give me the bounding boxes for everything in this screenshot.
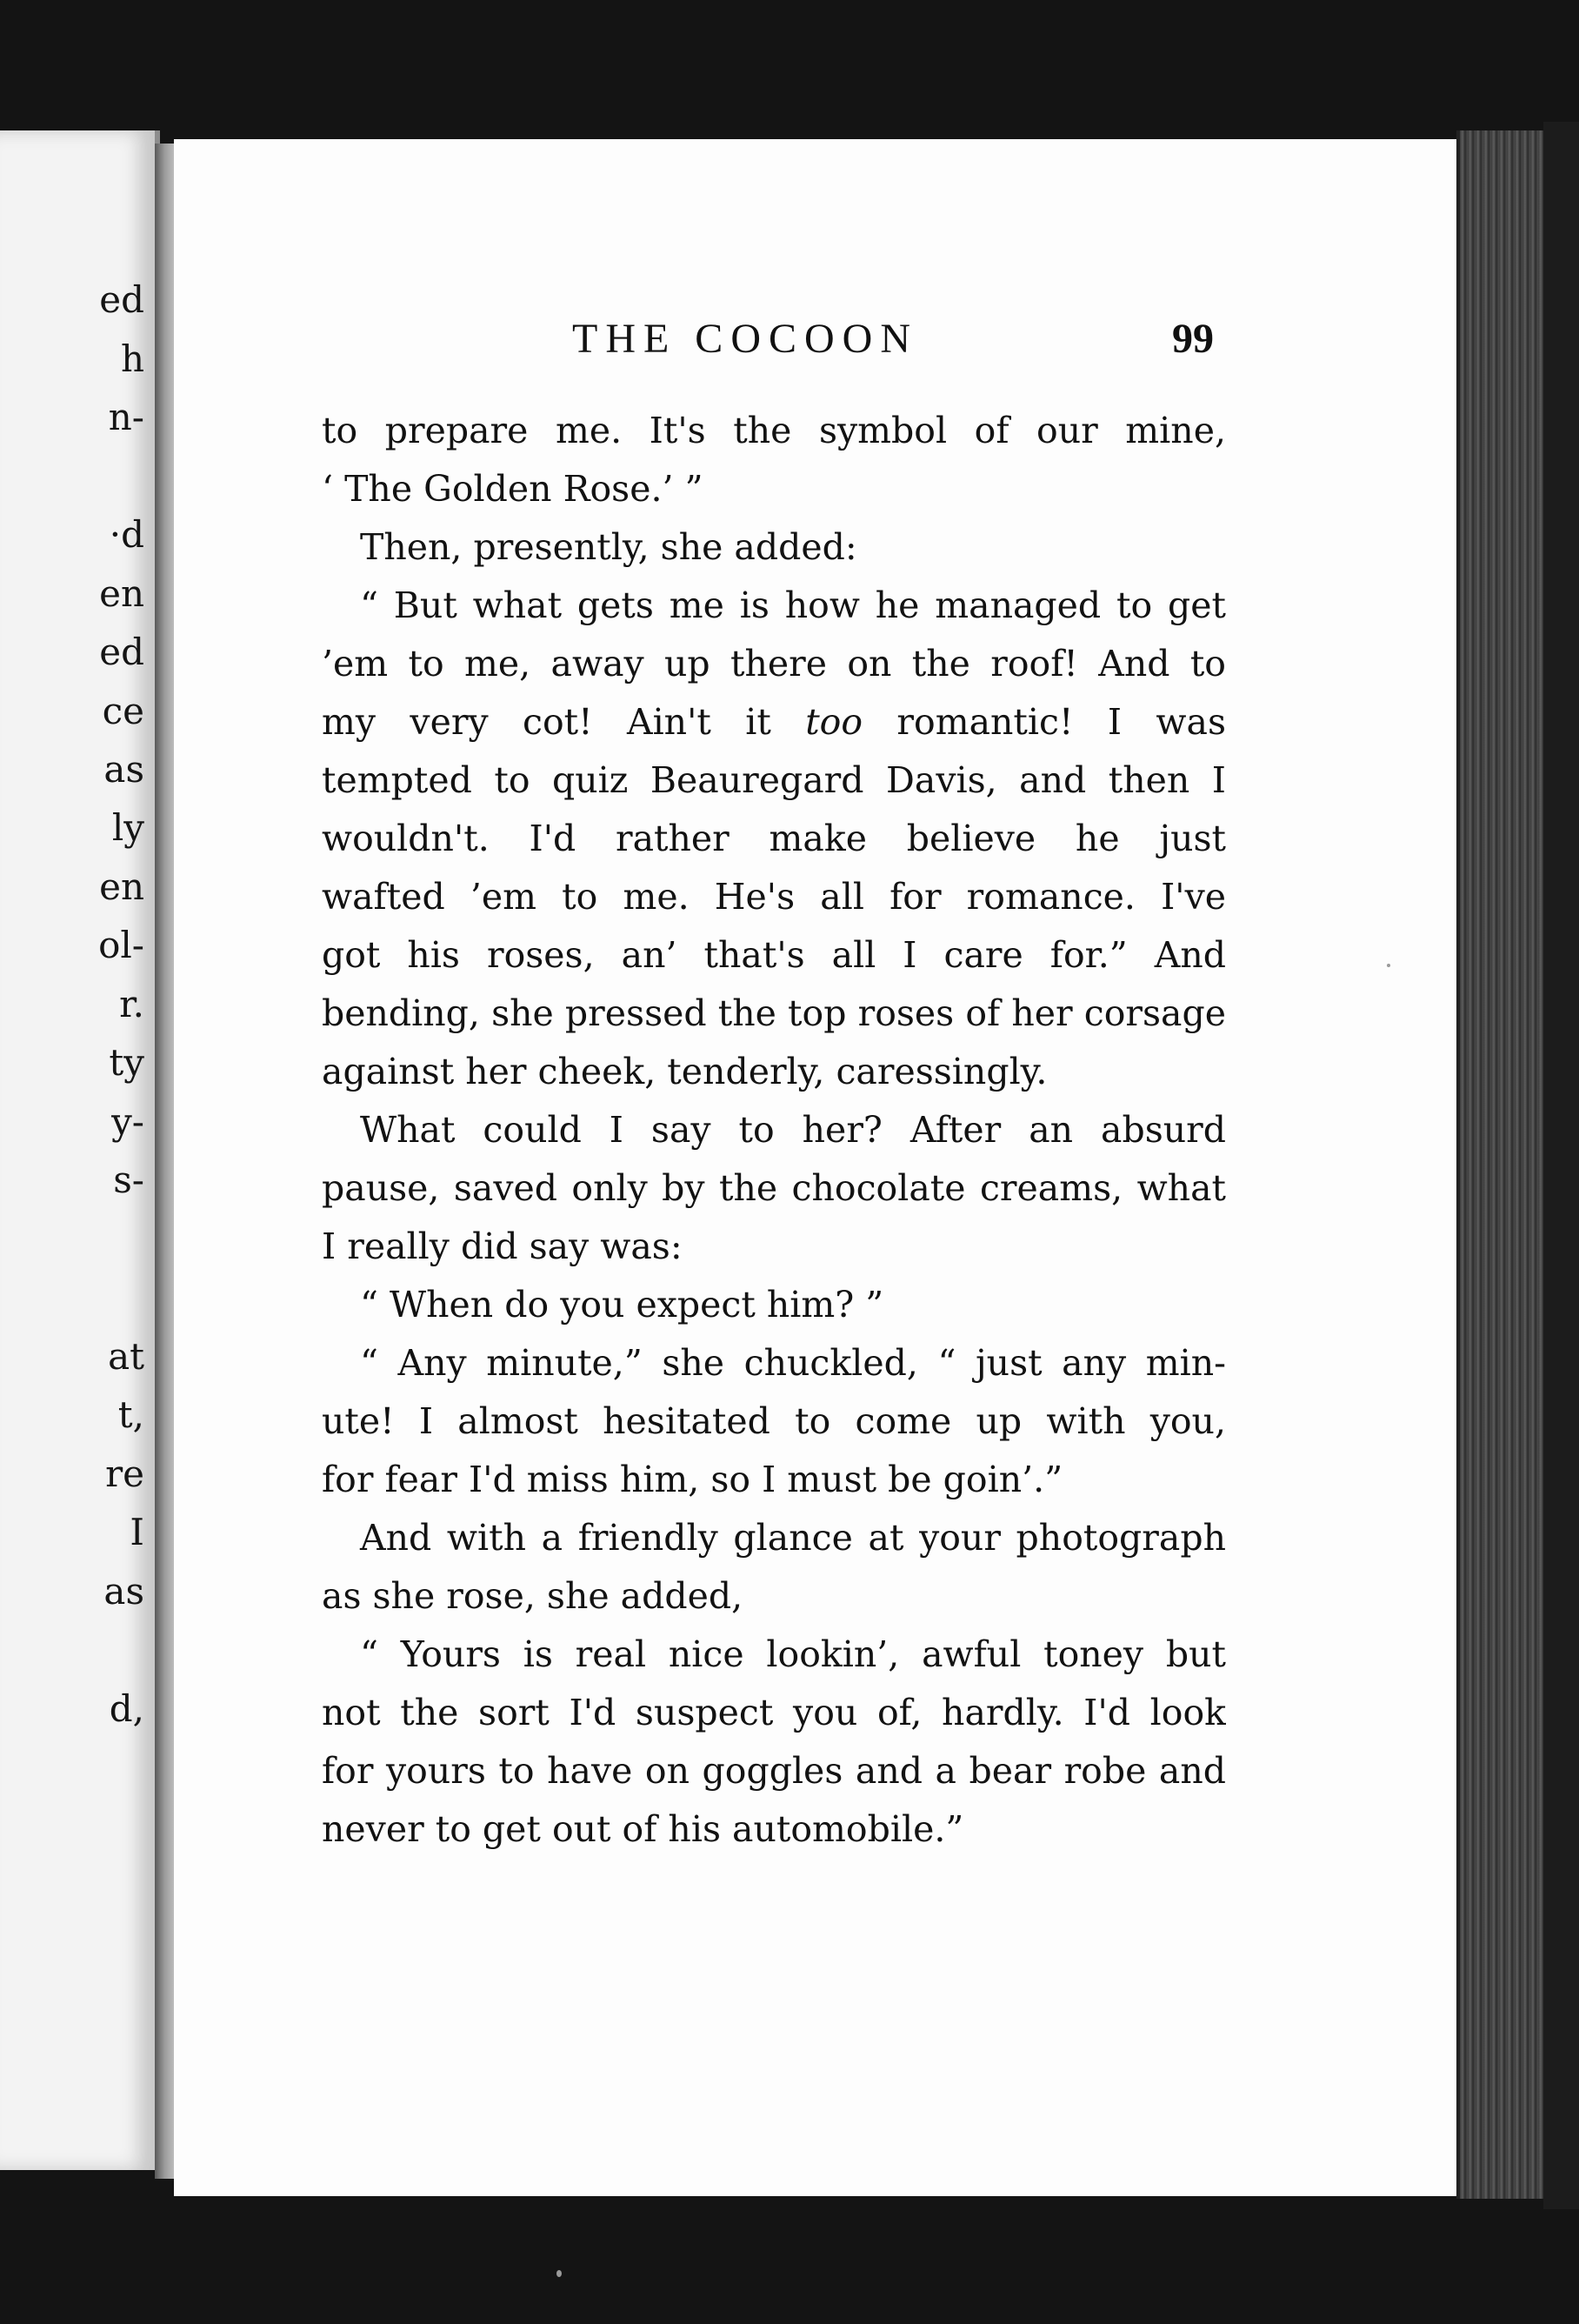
text-line xyxy=(322,693,1226,751)
text-line: ute! I almost hesitated to come up with you, xyxy=(322,1400,1226,1442)
previous-page-edge xyxy=(0,130,160,2170)
text-segment: romantic! I was xyxy=(863,701,1226,743)
previous-page-text-fragment: r. xyxy=(119,983,144,1025)
previous-page-text-fragment: y- xyxy=(111,1100,144,1143)
previous-page-text-fragment: ty xyxy=(109,1041,144,1084)
text-line: ’em to me, away up there on the roof! And to xyxy=(322,643,1226,685)
previous-page-text-fragment: ed xyxy=(99,631,144,673)
previous-page-text-fragment: as xyxy=(103,1570,144,1613)
text-line: got his roses, an’ that's all I care for.” And xyxy=(322,934,1226,976)
text-line: bending, she pressed the top roses of her corsage xyxy=(322,992,1226,1034)
running-head-title: THE COCOON xyxy=(572,316,918,362)
page-number: 99 xyxy=(1172,316,1214,362)
previous-page-text-fragment: ce xyxy=(102,690,144,732)
previous-page-text-fragment: ol- xyxy=(98,924,144,966)
previous-page-text-fragment: h xyxy=(120,337,144,380)
text-line: tempted to quiz Beauregard Davis, and then I xyxy=(322,759,1226,801)
text-line: to prepare me. It's the symbol of our mine, xyxy=(322,410,1226,451)
previous-page-text-fragment: ly xyxy=(111,806,144,849)
text-line: for fear I'd miss him, so I must be goin’.” xyxy=(322,1459,1063,1500)
dust-speck xyxy=(1387,964,1390,967)
dust-speck xyxy=(556,2270,562,2277)
previous-page-text-fragment: n- xyxy=(108,396,144,438)
text-line: “ When do you expect him? ” xyxy=(360,1284,884,1326)
previous-page-text-fragment: I xyxy=(130,1511,144,1553)
previous-page-text-fragment: en xyxy=(99,572,144,615)
previous-page-text-fragment: d, xyxy=(109,1687,144,1730)
text-line: not the sort I'd suspect you of, hardly. I'd look xyxy=(322,1692,1226,1733)
text-line: Then, presently, she added: xyxy=(360,526,857,568)
book-cover-edge xyxy=(1543,122,1579,2209)
book-page-edges xyxy=(1456,130,1547,2199)
text-line: ‘ The Golden Rose.’ ” xyxy=(322,468,703,510)
text-line: What could I say to her? After an absurd xyxy=(360,1109,1226,1151)
previous-page-text-fragment: ed xyxy=(99,278,144,321)
previous-page-text-fragment: en xyxy=(99,865,144,908)
text-line: “ But what gets me is how he managed to get xyxy=(360,584,1226,626)
text-line: I really did say was: xyxy=(322,1225,683,1267)
previous-page-text-fragment: t, xyxy=(117,1393,144,1436)
text-line: pause, saved only by the chocolate creams, what xyxy=(322,1167,1226,1209)
text-line: wouldn't. I'd rather make believe he just xyxy=(322,818,1226,859)
text-segment: my very cot! Ain't it xyxy=(322,701,806,743)
text-line: wafted ’em to me. He's all for romance. I've xyxy=(322,876,1226,918)
text-line: And with a friendly glance at your photograph xyxy=(360,1517,1226,1559)
text-line: for yours to have on goggles and a bear robe and xyxy=(322,1750,1226,1792)
text-line: “ Any minute,” she chuckled, “ just any min- xyxy=(360,1342,1226,1384)
body-text xyxy=(322,402,1226,1859)
text-line: never to get out of his automobile.” xyxy=(322,1808,964,1850)
previous-page-text-fragment: s- xyxy=(113,1159,144,1201)
previous-page-text-fragment: as xyxy=(103,748,144,791)
text-line: as she rose, she added, xyxy=(322,1575,743,1617)
previous-page-text-fragment: at xyxy=(108,1335,144,1378)
italic-emphasis: too xyxy=(805,701,863,743)
previous-page-text-fragment: ·d xyxy=(109,513,144,556)
previous-page-text-fragment: re xyxy=(105,1452,144,1495)
text-line: “ Yours is real nice lookin’, awful toney but xyxy=(360,1633,1226,1675)
text-line: against her cheek, tenderly, caressingly. xyxy=(322,1051,1048,1092)
